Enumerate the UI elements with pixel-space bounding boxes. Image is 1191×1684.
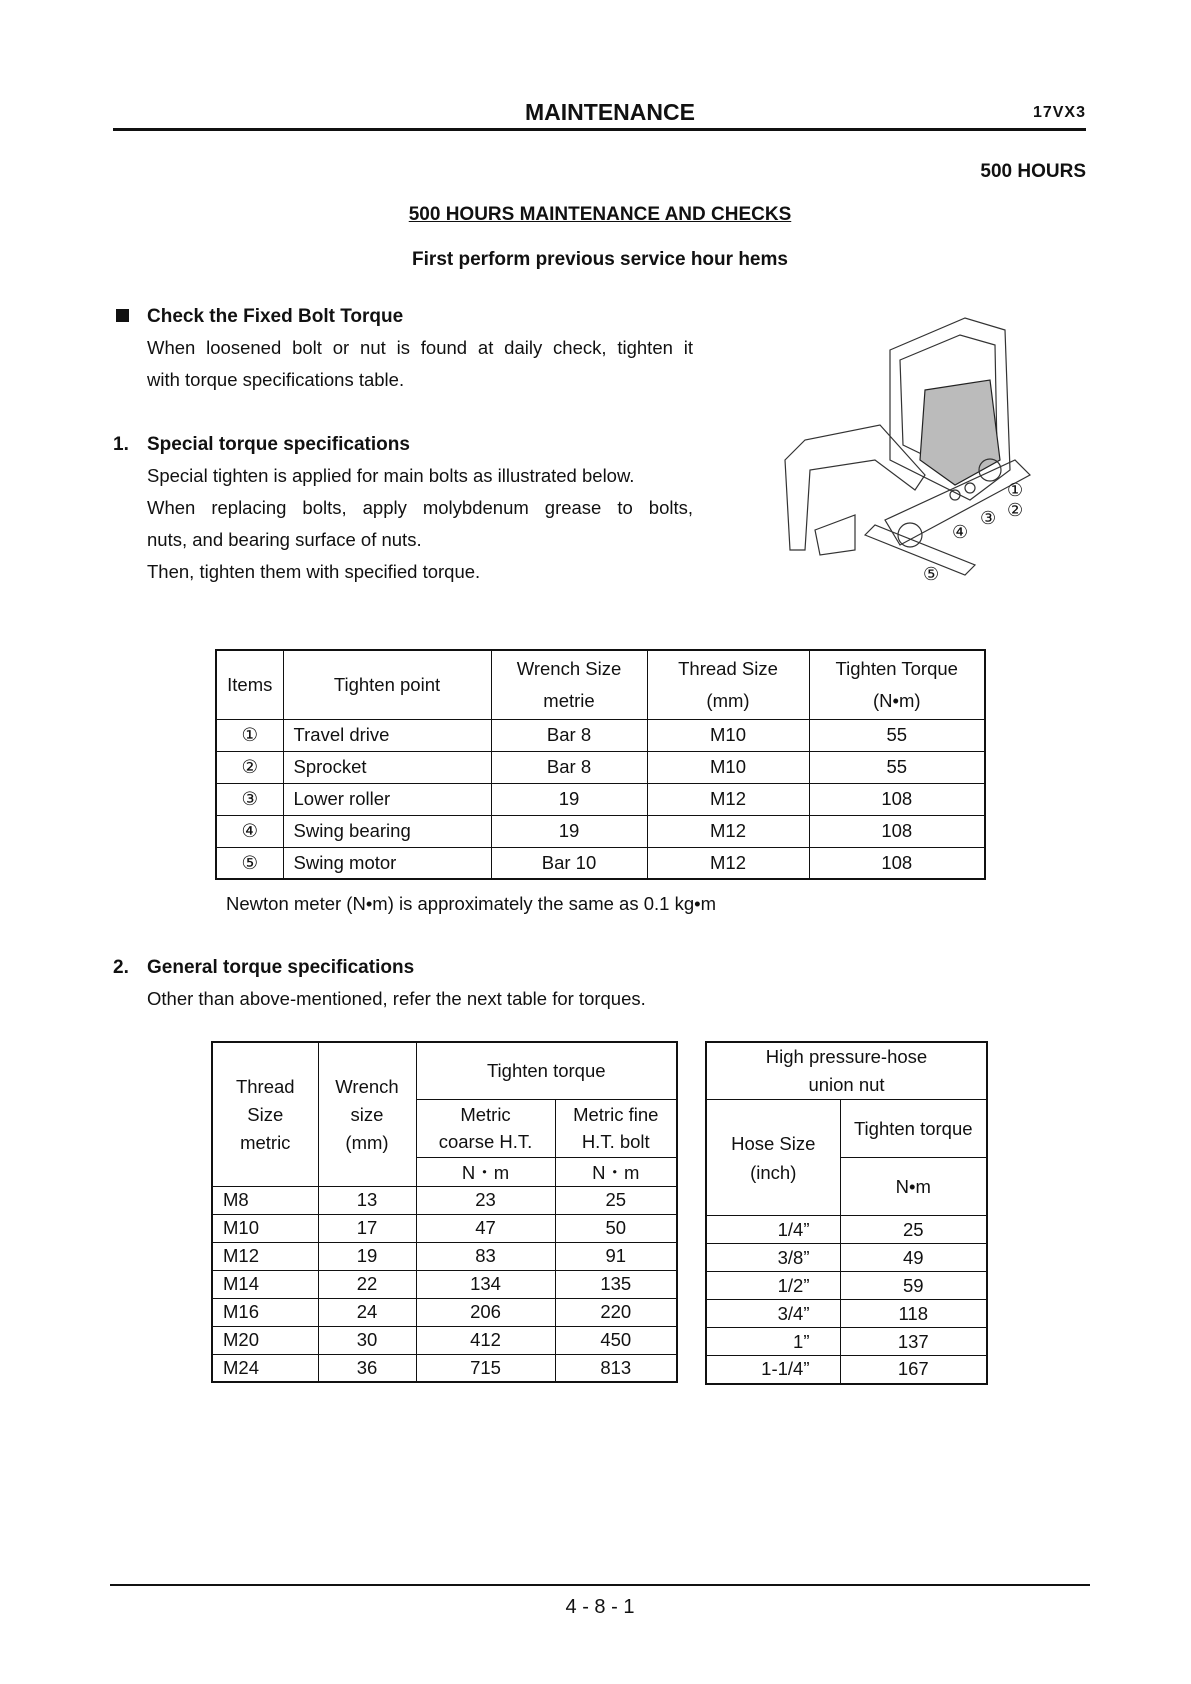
table-cell: 3/8”	[706, 1244, 840, 1272]
table-cell: 24	[318, 1298, 416, 1326]
callout-1: ①	[1007, 480, 1024, 501]
table-cell: 17	[318, 1214, 416, 1242]
table-cell: M24	[212, 1354, 318, 1382]
subtitle: First perform previous service hour hems	[412, 249, 788, 270]
callout-5: ⑤	[923, 564, 940, 585]
header-thread-sub: (mm)	[706, 689, 750, 711]
table-cell: M14	[212, 1270, 318, 1298]
table-cell: 450	[555, 1326, 677, 1354]
table-row	[212, 1326, 677, 1354]
model-number: 17VX3	[1032, 104, 1086, 121]
header-items: Items	[216, 650, 283, 719]
header-torque-sub: (N•m)	[872, 689, 921, 711]
table-cell: ⑤	[216, 847, 283, 879]
table-cell: 118	[840, 1300, 987, 1328]
table-cell: 1-1/4”	[706, 1356, 840, 1384]
header-fine: H.T. bolt	[581, 1131, 650, 1152]
special-line: Special tighten is applied for main bolts as illustrated below.	[147, 465, 635, 486]
hose-title: High pressure-hose	[765, 1046, 928, 1067]
table-cell: ②	[216, 751, 283, 783]
hose-torque-table	[705, 1041, 988, 1385]
table-row	[706, 1328, 987, 1356]
header-coarse: coarse H.T.	[438, 1131, 533, 1152]
header-wrench: Wrench Size	[516, 657, 622, 679]
header-wrench-sub: metrie	[543, 689, 595, 711]
table-row	[706, 1356, 987, 1384]
table-cell: 3/4”	[706, 1300, 840, 1328]
header-tighten-torque: Tighten torque	[416, 1042, 677, 1099]
section-label: 500 HOURS	[980, 161, 1086, 182]
table-cell: 108	[809, 783, 985, 815]
table-cell: 47	[416, 1214, 555, 1242]
callout-2: ②	[1007, 500, 1024, 521]
table-cell: 49	[840, 1244, 987, 1272]
table-cell: M16	[212, 1298, 318, 1326]
table-cell: 13	[318, 1186, 416, 1214]
general-title: General torque specifications	[147, 957, 415, 978]
header-torque: Tighten Torque	[835, 657, 958, 679]
table-cell: 137	[840, 1328, 987, 1356]
table-cell: 167	[840, 1356, 987, 1384]
table-cell: ④	[216, 815, 283, 847]
header-unit: N・m	[555, 1157, 677, 1186]
table-cell: Bar 10	[491, 847, 647, 879]
table-cell: 715	[416, 1354, 555, 1382]
special-line: Then, tighten them with specified torque.	[147, 561, 481, 582]
table-cell: 19	[491, 815, 647, 847]
table-row	[212, 1354, 677, 1382]
header-wrench: size	[350, 1104, 384, 1125]
page-header-title: MAINTENANCE	[525, 99, 695, 125]
table-cell: 55	[809, 719, 985, 751]
table-row	[216, 719, 985, 751]
table-cell: M10	[647, 719, 809, 751]
table-cell: 1”	[706, 1328, 840, 1356]
table-cell: 83	[416, 1242, 555, 1270]
header-thread: metric	[240, 1132, 291, 1153]
table-row	[212, 1214, 677, 1242]
table-cell: Swing bearing	[283, 815, 491, 847]
table-cell: 25	[840, 1216, 987, 1244]
table-cell: 59	[840, 1272, 987, 1300]
table-cell: M20	[212, 1326, 318, 1354]
table-cell: Travel drive	[283, 719, 491, 751]
callout-3: ③	[980, 508, 997, 529]
general-number: 2.	[113, 957, 129, 978]
header-tighten-point: Tighten point	[283, 650, 491, 719]
table-cell: Swing motor	[283, 847, 491, 879]
table-cell: Bar 8	[491, 719, 647, 751]
special-number: 1.	[113, 434, 129, 455]
newton-note: Newton meter (N•m) is approximately the same as 0.1 kg•m	[226, 893, 717, 914]
header-tighten-torque: Tighten torque	[840, 1100, 987, 1158]
table-cell: 108	[809, 847, 985, 879]
bucket	[815, 515, 855, 555]
table-cell: ①	[216, 719, 283, 751]
header-unit: N•m	[840, 1158, 987, 1216]
table-cell: 813	[555, 1354, 677, 1382]
header-hose-size: (inch)	[750, 1161, 797, 1183]
table-cell: M10	[212, 1214, 318, 1242]
header-thread: Size	[247, 1104, 284, 1125]
table-cell: 1/4”	[706, 1216, 840, 1244]
table-cell: M10	[647, 751, 809, 783]
table-cell: 25	[555, 1186, 677, 1214]
section-headline: 500 HOURS MAINTENANCE AND CHECKS	[408, 204, 792, 225]
check-line: with torque specifications table.	[147, 369, 405, 390]
header-divider	[113, 128, 1086, 131]
general-torque-table	[211, 1041, 678, 1383]
check-title: Check the Fixed Bolt Torque	[147, 306, 404, 327]
table-row	[212, 1186, 677, 1214]
table-row	[706, 1216, 987, 1244]
table-cell: 22	[318, 1270, 416, 1298]
table-row	[212, 1270, 677, 1298]
table-row	[706, 1272, 987, 1300]
table-header-row	[216, 650, 985, 719]
table-cell: 135	[555, 1270, 677, 1298]
table-row	[706, 1300, 987, 1328]
table-row	[216, 751, 985, 783]
table-cell: 50	[555, 1214, 677, 1242]
special-line: nuts, and bearing surface of nuts.	[147, 529, 422, 550]
header-thread: Thread	[235, 1076, 295, 1097]
table-row	[212, 1242, 677, 1270]
page-number: 4 - 8 - 1	[565, 1596, 635, 1618]
table-cell: 220	[555, 1298, 677, 1326]
footer-divider	[110, 1584, 1090, 1586]
table-cell: 30	[318, 1326, 416, 1354]
table-cell: 412	[416, 1326, 555, 1354]
engine-area	[920, 380, 1000, 485]
excavator-diagram	[775, 310, 1040, 595]
special-line: When replacing bolts, apply molybdenum grease to bolts,	[147, 497, 693, 518]
table-cell: 36	[318, 1354, 416, 1382]
table-cell: 23	[416, 1186, 555, 1214]
special-title: Special torque specifications	[147, 434, 410, 455]
table-cell: Sprocket	[283, 751, 491, 783]
check-line: When loosened bolt or nut is found at daily check, tighten it	[147, 337, 693, 358]
special-torque-table	[215, 649, 986, 880]
table-cell: 19	[491, 783, 647, 815]
header-thread: Thread Size	[678, 657, 778, 679]
table-cell: 19	[318, 1242, 416, 1270]
table-cell: 1/2”	[706, 1272, 840, 1300]
table-cell: Bar 8	[491, 751, 647, 783]
table-cell: ③	[216, 783, 283, 815]
table-cell: 55	[809, 751, 985, 783]
table-cell: M12	[647, 783, 809, 815]
table-row	[706, 1244, 987, 1272]
callout-4: ④	[952, 522, 969, 543]
header-unit: N・m	[416, 1157, 555, 1186]
table-row	[216, 847, 985, 879]
header-coarse: Metric	[460, 1104, 511, 1125]
table-cell: 206	[416, 1298, 555, 1326]
header-fine: Metric fine	[573, 1104, 659, 1125]
table-cell: M12	[647, 847, 809, 879]
table-row	[216, 783, 985, 815]
table-cell: M12	[212, 1242, 318, 1270]
general-line: Other than above-mentioned, refer the next table for torques.	[147, 988, 646, 1009]
table-row	[216, 815, 985, 847]
table-cell: 108	[809, 815, 985, 847]
table-cell: 91	[555, 1242, 677, 1270]
table-cell: 134	[416, 1270, 555, 1298]
header-wrench: Wrench	[335, 1076, 399, 1097]
header-wrench: (mm)	[345, 1132, 389, 1153]
table-cell: Lower roller	[283, 783, 491, 815]
table-row	[212, 1298, 677, 1326]
table-cell: M8	[212, 1186, 318, 1214]
table-cell: M12	[647, 815, 809, 847]
bullet-square-icon	[116, 309, 129, 322]
hose-title: union nut	[808, 1074, 885, 1095]
header-hose-size: Hose Size	[731, 1132, 816, 1154]
